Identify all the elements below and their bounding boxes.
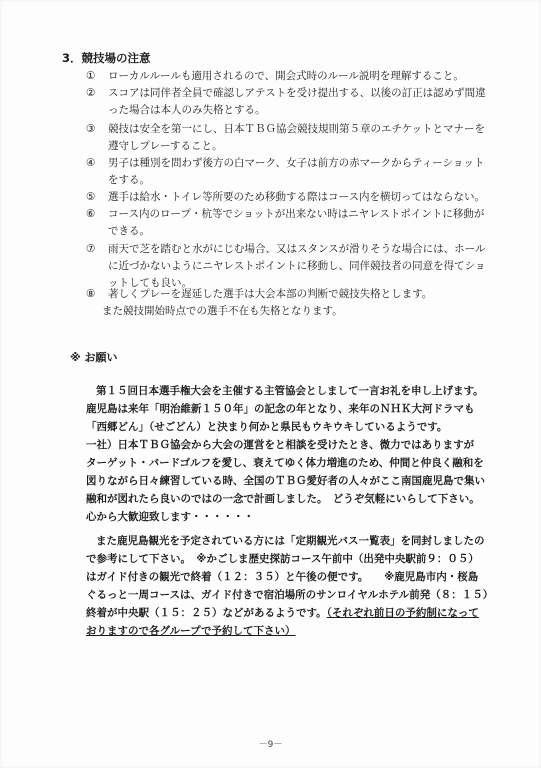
item-number: ② (86, 87, 96, 99)
paragraph-line: はガイド付きの観光で終着（１２：３５）と午後の便です。 ※鹿児島市内・桜島 (86, 571, 479, 583)
paragraph-line: ターゲット・バードゴルフを愛し、衰えてゆく体力増進のため、仲間と仲良く融和を (86, 457, 484, 469)
item-text: 選手は給水・トイレ等所要のため移動する際はコース内を横切ってはならない。 (108, 191, 485, 203)
item-number: ④ (86, 157, 96, 169)
item-text-cont: ットしても良い。 (108, 277, 192, 289)
paragraph-line: で参考にして下さい。 ※かごしま歴史探訪コース午前中（出発中央駅前９：０５） (86, 553, 479, 565)
paragraph-line: 融和が図れたら良いのではの一念で計画しました。 どうぞ気軽にいらして下さい。 (86, 493, 480, 505)
item-text-cont: った場合は本人のみ失格とする。 (108, 104, 266, 116)
paragraph-line (86, 604, 493, 622)
notice-title: ※ お願い (70, 351, 118, 364)
paragraph-line: 「西郷どん」（せごどん）と決まり何かと県民もウキウキしているようです。 (86, 421, 448, 433)
item-text: コース内のロープ・杭等でショットが出来ない時はニヤレストポイントに移動が (108, 208, 485, 220)
paragraph-line: 鹿児島は来年「明治維新１５０年」の記念の年となり、来年のＮＨＫ大河ドラマも (86, 403, 475, 415)
item-number: ⑦ (86, 243, 96, 255)
item-text-cont: できる。 (108, 225, 150, 237)
item-text: 雨天で芝を踏むと水がにじむ場合、又はスタンスが滑りそうな場合には、ホール (108, 243, 486, 255)
item-text-cont: 遵守しプレーすること。 (108, 140, 223, 152)
paragraph-line: また鹿児島観光を予定されている方には「定期観光バス一覧表」を同封しましたの (96, 535, 485, 547)
paragraph-line: 図りながら日々練習している時、全国のＴＢＧ愛好者の人々がここ南国鹿児島で集い (86, 475, 485, 487)
paragraph-line: ぐるっと一周コースは、ガイド付きで宿泊場所のサンロイヤルホテル前発（８：１５） (86, 589, 494, 601)
item-number: ⑤ (86, 191, 96, 203)
underlined-note: （それぞれ前日の予約制になって (326, 607, 479, 619)
paragraph-line: 第１５回日本選手権大会を主催する主管協会としまして一言お礼を申し上げます。 (96, 385, 484, 397)
item-text: 男子は種別を問わず後方の白マーク、女子は前方の赤マークからティーショット (108, 157, 485, 169)
rule-extra-note: また競技開始時点での選手不在も失格となります。 (102, 305, 343, 317)
item-text: 著しくプレーを遅延した選手は大会本部の判断で競技失格とします。 (108, 288, 433, 300)
item-number: ① (86, 70, 96, 82)
paragraph-line-text: 終着が中央駅（１５：２５）などがあるようです。 (86, 607, 327, 619)
underlined-note: おりますので各グループで予約して下さい） (86, 625, 296, 637)
page-number: －9－ (258, 740, 283, 750)
paragraph-line: 一社）日本ＴＢＧ協会から大会の運営をと相談を受けたとき、微力ではありますが (86, 439, 475, 451)
item-number: ⑧ (86, 288, 96, 300)
item-text-cont: に近づかないようにニヤレストポイントに移動し、同伴競技者の同意を得てショ (108, 260, 486, 272)
item-text: 競技は安全を第一にし、日本ＴＢＧ協会競技規則第５章のエチケットとマナーを (108, 123, 486, 135)
item-number: ③ (86, 123, 96, 135)
section-title: 3．競技場の注意 (62, 51, 151, 65)
notice-paragraph-2 (86, 532, 493, 640)
notice-paragraph-1 (86, 382, 485, 526)
item-number: ⑥ (86, 208, 96, 220)
item-text-cont: をする。 (108, 174, 150, 186)
paragraph-line: 心から大歓迎致します・・・・・・ (86, 511, 254, 523)
item-text: ローカルルールも適用されるので、開会式時のルール説明を理解すること。 (108, 70, 464, 82)
item-text: スコアは同伴者全員で確認しアテストを受け提出する、以後の訂正は認めず間違 (108, 87, 486, 99)
